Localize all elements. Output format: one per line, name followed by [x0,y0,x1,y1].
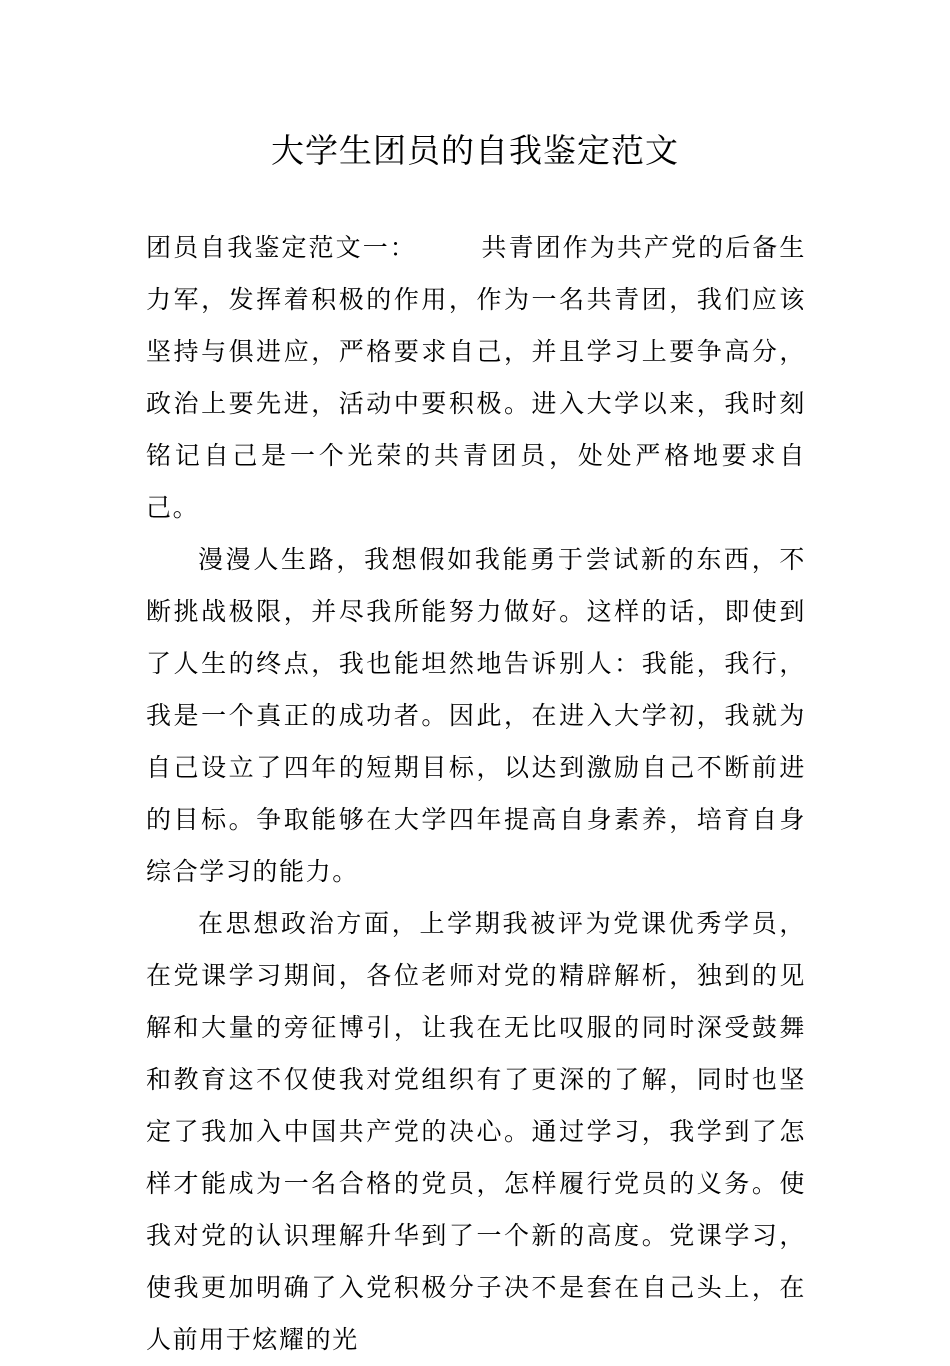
paragraph-1 [146,222,806,534]
paragraph-1-text: 共青团作为共产党的后备生力军，发挥着积极的作用，作为一名共青团，我们应该坚持与俱进应，严格要求自己，并且学习上要争高分，政治上要先进，活动中要积极。进入大学以来，我时刻铭记自己是一个光荣的共青团员，处处严格地要求自己。 [146,233,806,522]
document-body [146,222,806,1366]
section-heading: 团员自我鉴定范文一： [146,233,417,262]
paragraph-3: 在思想政治方面，上学期我被评为党课优秀学员，在党课学习期间，各位老师对党的精辟解析，独到的见解和大量的旁征博引，让我在无比叹服的同时深受鼓舞和教育这不仅使我对党组织有了更深的了解，同时也坚定了我加入中国共产党的决心。通过学习，我学到了怎样才能成为一名合格的党员，怎样履行党员的义务。使我对党的认识理解升华到了一个新的高度。党课学习，使我更加明确了入党积极分子决不是套在自己头上，在人前用于炫耀的光 [146,909,806,1354]
document-title: 大学生团员的自我鉴定范文 [271,131,679,170]
paragraph-2: 漫漫人生路，我想假如我能勇于尝试新的东西，不断挑战极限，并尽我所能努力做好。这样的话，即使到了人生的终点，我也能坦然地告诉别人：我能，我行，我是一个真正的成功者。因此，在进入大学初，我就为自己设立了四年的短期目标，以达到激励自己不断前进的目标。争取能够在大学四年提高自身素养，培育自身综合学习的能力。 [146,545,806,886]
